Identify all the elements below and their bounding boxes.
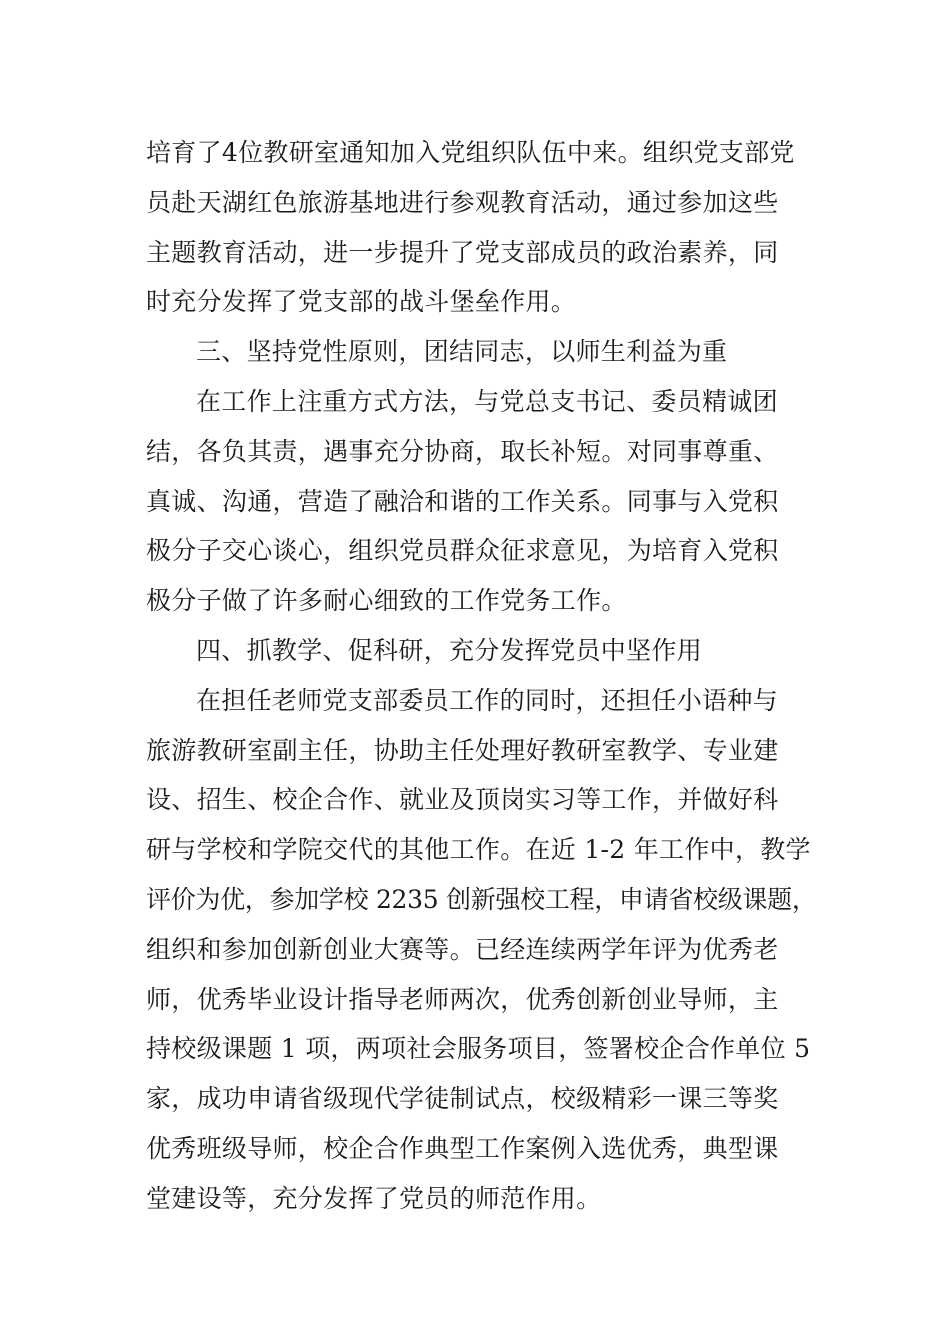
section-heading-3: 三、坚持党性原则，团结同志，以师生利益为重 [196, 337, 728, 367]
text-line: 极分子做了许多耐心细致的工作党务工作。 [146, 586, 627, 616]
text-line: 师，优秀毕业设计指导老师两次，优秀创新创业导师，主 [146, 984, 779, 1014]
text-line: 家，成功申请省级现代学徒制试点，校级精彩一课三等奖 [146, 1084, 779, 1114]
text-line: 优秀班级导师，校企合作典型工作案例入选优秀，典型课 [146, 1133, 779, 1163]
text-line: 主题教育活动，进一步提升了党支部成员的政治素养，同 [146, 237, 779, 267]
text-line: 评价为优，参加学校 2235 创新强校工程，申请省校级课题， [146, 884, 817, 914]
text-line: 堂建设等，充分发挥了党员的师范作用。 [146, 1183, 602, 1213]
text-line: 极分子交心谈心，组织党员群众征求意见，为培育入党积 [146, 536, 779, 566]
text-line: 持校级课题 1 项，两项社会服务项目，签署校企合作单位 5 [146, 1034, 811, 1064]
text-line: 培育了4位教研室通知加入党组织队伍中来。组织党支部党 [146, 138, 795, 167]
text-line: 时充分发挥了党支部的战斗堡垒作用。 [146, 287, 577, 317]
text-line: 结，各负其责，遇事充分协商，取长补短。对同事尊重、 [146, 436, 779, 466]
text-line: 员赴天湖红色旅游基地进行参观教育活动，通过参加这些 [146, 187, 779, 217]
section-heading-4: 四、抓教学、促科研，充分发挥党员中坚作用 [196, 635, 703, 665]
text-line: 旅游教研室副主任，协助主任处理好教研室教学、专业建 [146, 735, 779, 765]
text-line: 组织和参加创新创业大赛等。已经连续两学年评为优秀老 [146, 934, 779, 964]
text-line: 在担任老师党支部委员工作的同时，还担任小语种与 [196, 685, 778, 715]
document-body [146, 128, 816, 1224]
text-line: 设、招生、校企合作、就业及顶岗实习等工作，并做好科 [146, 785, 779, 815]
text-line: 研与学校和学院交代的其他工作。在近 1-2 年工作中，教学 [146, 835, 811, 865]
text-line: 真诚、沟通，营造了融洽和谐的工作关系。同事与入党积 [146, 486, 779, 516]
text-line: 在工作上注重方式方法，与党总支书记、委员精诚团 [196, 386, 778, 416]
